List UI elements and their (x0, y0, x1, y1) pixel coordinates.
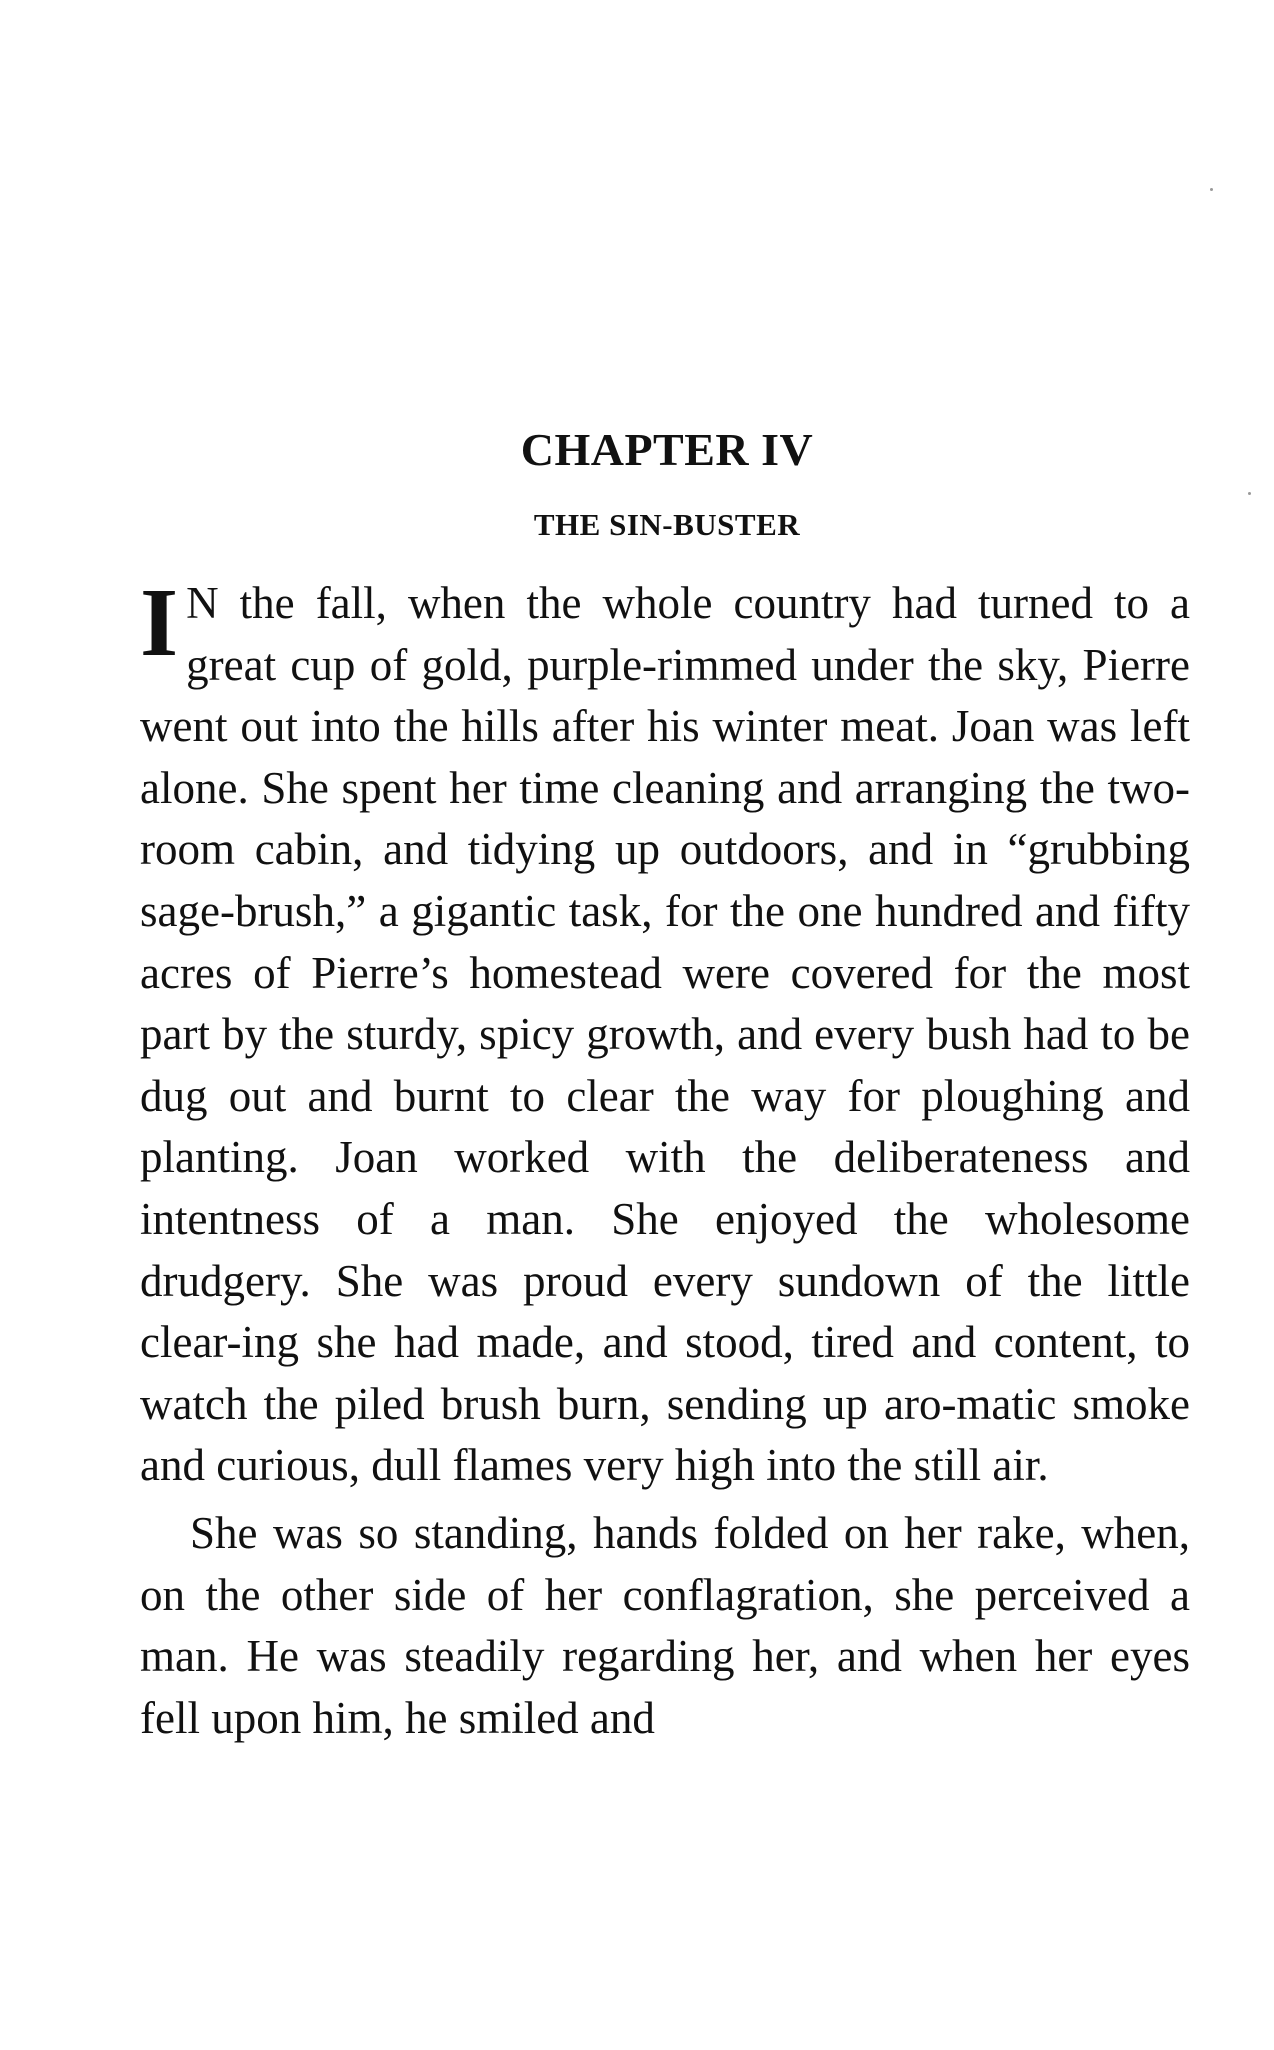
page-speck (1248, 492, 1251, 495)
paragraph-2: She was so standing, hands folded on her rake, when, on the other side of her conflagration, she perceived a man. He was steadily regarding her, and when her eyes fell upon him, he smiled and (140, 1507, 1190, 1743)
page-speck (1210, 188, 1213, 191)
chapter-title: THE SIN-BUSTER (533, 507, 801, 542)
chapter-body (140, 569, 1190, 1749)
paragraph-1-text: N the fall, when the whole country had turned to a great cup of gold, purple-rimmed under the sky, Pierre went out into the hills after his winter meat. Joan was left alone. She spent her time cleaning and arranging the two-room cabin, and tidying up outdoors, and in “grubbing sage-brush,” a gigantic task, for the one hundred and fifty acres of Pierre’s homestead were covered for the most part by the sturdy, spicy growth, and every bush had to be dug out and burnt to clear the way for ploughing and planting. Joan worked with the deliberateness and intentness of a man. She enjoyed the wholesome drudgery. She was proud every sundown of the little clear-ing she had made, and stood, tired and content, to watch the piled brush burn, sending up aro-matic smoke and curious, dull flames very high into the still air. (140, 578, 1190, 1491)
paragraph-1 (140, 569, 1190, 1497)
drop-cap: I (140, 569, 179, 677)
chapter-number: CHAPTER IV (520, 424, 814, 475)
